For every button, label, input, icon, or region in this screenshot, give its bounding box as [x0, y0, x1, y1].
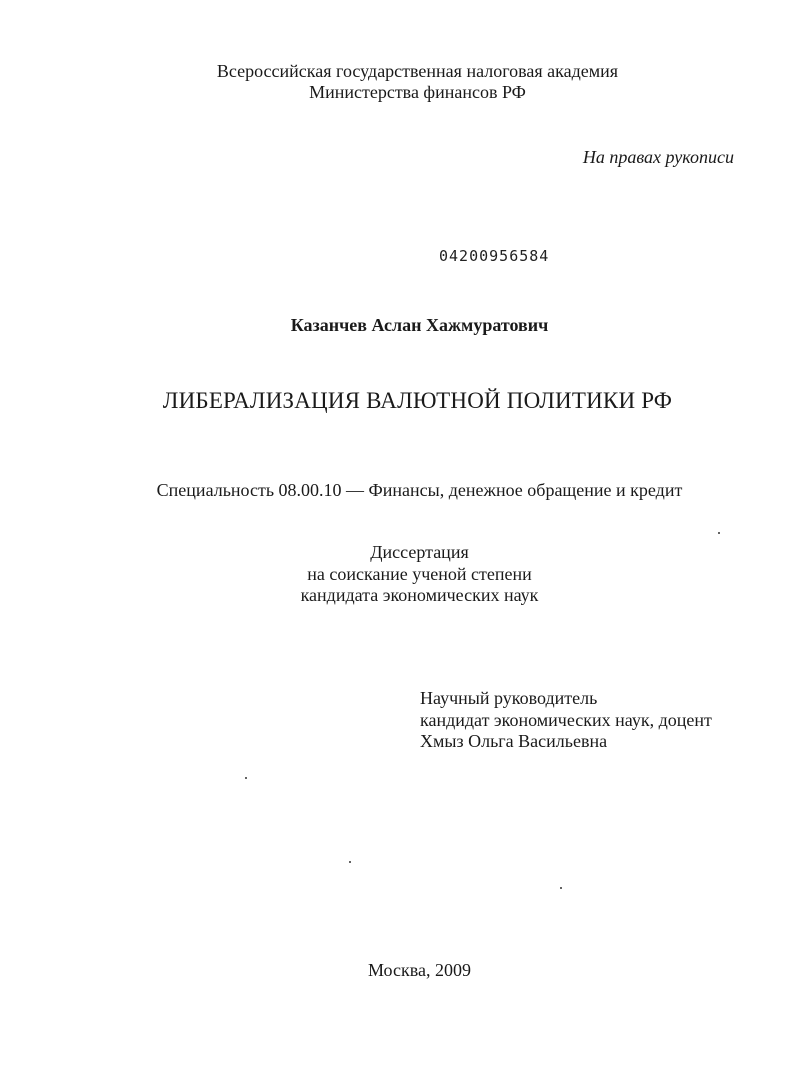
rights-note: На правах рукописи — [582, 147, 734, 167]
scan-speck — [349, 861, 351, 863]
institution-ministry: Министерства финансов РФ — [309, 82, 526, 102]
scan-speck — [560, 887, 562, 889]
scan-speck — [718, 532, 720, 534]
catalog-code: 04200956584 — [439, 247, 550, 265]
place-year: Москва, 2009 — [368, 960, 471, 980]
supervisor-degree: кандидат экономических наук, доцент — [420, 710, 712, 730]
supervisor-label: Научный руководитель — [420, 688, 598, 708]
degree-field: кандидата экономических наук — [300, 585, 539, 605]
author-name: Казанчев Аслан Хажмуратович — [290, 315, 549, 335]
supervisor-name: Хмыз Ольга Васильевна — [420, 731, 608, 751]
institution-name: Всероссийская государственная налоговая академия — [216, 61, 619, 81]
dissertation-label: Диссертация — [370, 542, 469, 562]
degree-line: на соискание ученой степени — [307, 564, 532, 584]
dissertation-title: ЛИБЕРАЛИЗАЦИЯ ВАЛЮТНОЙ ПОЛИТИКИ РФ — [162, 388, 673, 413]
specialty-line: Специальность 08.00.10 — Финансы, денежное обращение и кредит — [156, 480, 683, 500]
scan-speck — [245, 777, 247, 779]
